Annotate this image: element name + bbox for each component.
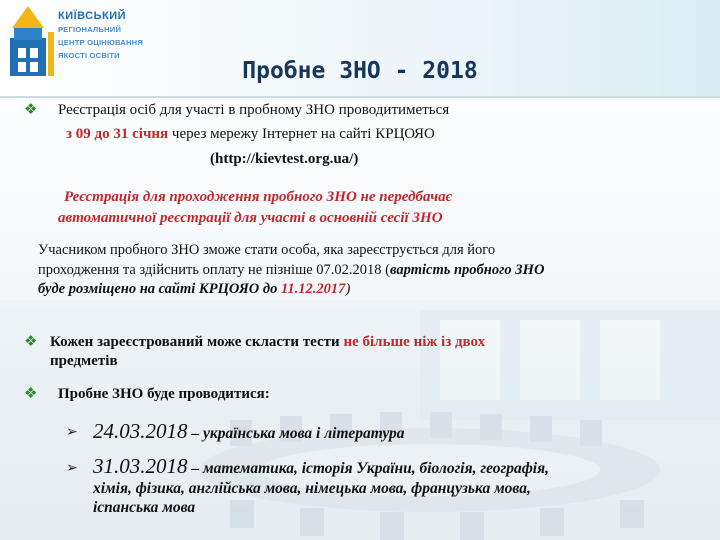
header-divider (0, 96, 720, 98)
arrow-bullet-icon: ➢ (66, 460, 78, 476)
diamond-bullet-icon: ❖ (24, 100, 38, 118)
arrow-bullet-icon: ➢ (66, 424, 78, 440)
tests-line-2: предметів (50, 353, 118, 369)
participant-line-2: проходження та здійснить оплату не пізніше 07.02.2018 (вартість пробного ЗНО (38, 261, 545, 278)
registration-url[interactable]: (http://kievtest.org.ua/) (210, 151, 359, 167)
participant-paragraph (38, 241, 688, 300)
diamond-bullet-icon: ❖ (24, 332, 38, 350)
logo-line-2: РЕГІОНАЛЬНИЙ (58, 25, 122, 34)
participant-line-3: буде розміщено на сайті КРЦОЯО до 11.12.2017) (38, 281, 351, 297)
participant-line-1: Учасником пробного ЗНО зможе стати особа, яка зареєструється для його (38, 242, 496, 258)
diamond-bullet-icon: ❖ (24, 384, 38, 402)
logo-line-4: ЯКОСТІ ОСВІТИ (58, 51, 120, 60)
registration-note-line-2: автоматичної реєстрації для участі в основній сесії ЗНО (58, 210, 443, 226)
registration-note-line-1: Реєстрація для проходження пробного ЗНО не передбачає (64, 189, 452, 205)
page-title: Пробне ЗНО - 2018 (242, 58, 478, 84)
schedule-heading: Пробне ЗНО буде проводитися: (58, 386, 270, 402)
registration-url-link[interactable]: http://kievtest.org.ua/ (215, 151, 354, 167)
schedule-item-2: 31.03.2018 – математика, історія України, біологія, географія, хімія, фізика, англійська мова, німецька мова, французька мова, іспанська мова (93, 454, 549, 516)
logo-line-1: КИЇВСЬКИЙ (58, 10, 127, 22)
schedule-item-1: 24.03.2018 – українська мова і література (93, 419, 405, 443)
logo-text (58, 8, 158, 62)
registration-dates: з 09 до 31 січня (66, 126, 169, 142)
tests-line-1: Кожен зареєстрований може скласти тести не більше ніж із двох (50, 334, 486, 350)
registration-line-2-rest: через мережу Інтернет на сайті КРЦОЯО (171, 126, 435, 142)
registration-note (58, 187, 618, 229)
registration-line-2 (66, 125, 435, 144)
registration-line-1: Реєстрація осіб для участі в пробному ЗНО проводитиметься (58, 102, 450, 118)
logo-line-3: ЦЕНТР ОЦІНЮВАННЯ (58, 38, 144, 47)
